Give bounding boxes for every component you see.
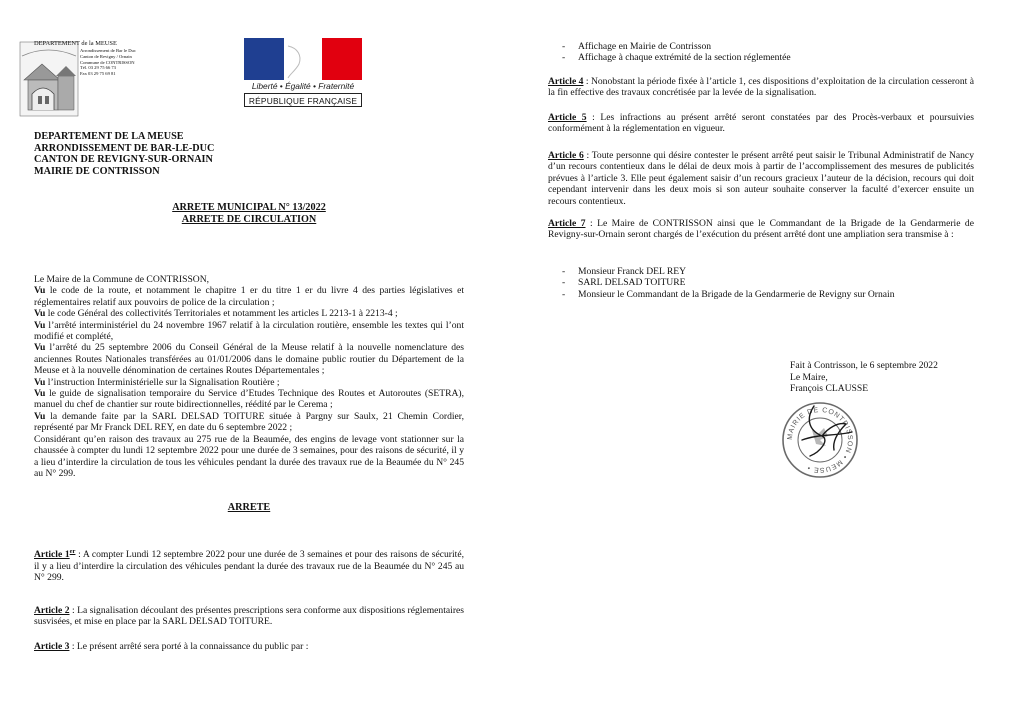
vu-keyword: Vu bbox=[34, 376, 46, 388]
vu-text: le guide de signalisation temporaire du Service d’Etudes Technique des Routes et Autoroutes (SETRA), manuel du chef de chantier sur route bidirectionnelles, réédité par le Cerema ; bbox=[34, 388, 464, 411]
title-line-1: ARRETE MUNICIPAL N° 13/2022 bbox=[172, 202, 326, 213]
seal-text: MAIRIE DE CONTRISSON • MEUSE • bbox=[786, 406, 854, 474]
vu-clause bbox=[34, 388, 464, 411]
mairie-seal-stamp bbox=[780, 400, 860, 480]
article-3-text bbox=[34, 641, 464, 652]
article-5 bbox=[548, 112, 974, 135]
article-label: Article 5 bbox=[548, 112, 587, 123]
header-line: CANTON DE REVIGNY-SUR-ORNAIN bbox=[34, 154, 213, 166]
marianne-flag-icon bbox=[244, 38, 362, 80]
article-7 bbox=[548, 218, 974, 241]
title-line-2: ARRETE DE CIRCULATION bbox=[181, 214, 317, 225]
list-item: - Monsieur le Commandant de la Brigade de la Gendarmerie de Revigny sur Ornain bbox=[556, 289, 974, 300]
vu-keyword: Vu bbox=[34, 342, 46, 354]
article-1 bbox=[34, 546, 464, 583]
article-4 bbox=[548, 76, 974, 99]
article-4-text bbox=[548, 76, 974, 99]
rf-name: RÉPUBLIQUE FRANÇAISE bbox=[244, 93, 362, 107]
vu-clause bbox=[34, 320, 464, 343]
commune-logo-line: Canton de Revigny / Ornain bbox=[80, 53, 132, 59]
preamble-intro: Le Maire de la Commune de CONTRISSON, bbox=[34, 274, 210, 285]
commune-logo-line: Commune de CONTRISSON bbox=[80, 59, 135, 65]
vu-clause bbox=[34, 285, 464, 308]
vu-clause bbox=[34, 308, 464, 319]
vu-keyword: Vu bbox=[34, 410, 46, 422]
list-item: - Affichage en Mairie de Contrisson bbox=[556, 41, 974, 52]
considerant: Considérant qu’en raison des travaux au 275 rue de la Beaumée, des engins de levage vont stationner sur la chaussée à compter du lundi 12 septembre 2022 pour une durée de 3 semaines, pour des raisons de sécurité, il y a lieu d’interdire la circulation de tous les véhicules pendant la durée des travaux rue de la Beaumée du N° 245 au N° 299. bbox=[34, 433, 464, 479]
article-3-list bbox=[556, 41, 974, 64]
vu-text: la demande faite par la SARL DELSAD TOITURE située à Pargny sur Saulx, 21 Chemin Cordier, représenté par Mr Franck DEL REY, en date du 6 septembre 2022 ; bbox=[34, 410, 464, 434]
commune-logo-line: Tél. 03 29 75 66 73 bbox=[80, 65, 116, 71]
article-5-text bbox=[548, 112, 974, 135]
article-6 bbox=[548, 150, 974, 207]
document-title bbox=[34, 202, 464, 226]
article-label: Article 1 bbox=[34, 549, 70, 561]
article-1-text bbox=[34, 546, 464, 583]
signature-place-date: Fait à Contrisson, le 6 septembre 2022 bbox=[790, 360, 938, 371]
administrative-header bbox=[34, 131, 214, 177]
article-3 bbox=[34, 641, 464, 652]
arrete-heading: ARRETE bbox=[227, 502, 271, 513]
header-line: ARRONDISSEMENT DE BAR-LE-DUC bbox=[34, 142, 215, 154]
article-label: Article 6 bbox=[548, 150, 584, 161]
commune-logo-dept: DEPARTEMENT de la MEUSE bbox=[34, 40, 117, 47]
republique-francaise-logo bbox=[244, 38, 362, 110]
signature-name: François CLAUSSE bbox=[790, 383, 869, 395]
rf-motto: Liberté • Égalité • Fraternité bbox=[251, 81, 355, 91]
vu-text: le code de la route, et notamment le chapitre 1 er du titre 1 er du livre 4 des parties législatives et réglementaires relatif aux pouvoirs de police de la circulation ; bbox=[34, 285, 464, 308]
article-label: Article 3 bbox=[34, 641, 70, 652]
vu-text: l’instruction Interministérielle sur la Signalisation Routière ; bbox=[45, 376, 280, 388]
article-body: : Le présent arrêté sera porté à la connaissance du public par : bbox=[69, 641, 309, 652]
article-label: Article 7 bbox=[548, 218, 586, 229]
article-7-text bbox=[548, 218, 974, 241]
article-2 bbox=[34, 605, 464, 628]
article-body: : A compter Lundi 12 septembre 2022 pour une durée de 3 semaines et pour des raisons de sécurité, il y a lieu d’interdire la circulation des véhicules pendant la durée des travaux rue de la Beaumée du N° 245 au N° 299. bbox=[34, 549, 464, 583]
vu-keyword: Vu bbox=[34, 388, 46, 400]
vu-keyword: Vu bbox=[34, 285, 46, 297]
vu-clause bbox=[34, 377, 464, 388]
article-body: : Toute personne qui désire contester le présent arrêté peut saisir le Tribunal Administratif de Nancy d’un recours contentieux dans le délai de deux mois à partir de l’accomplissement des mesures de publicités prévues à l’article 3. Elle peut également saisir d’un recours gracieux l’auteur de la décision, recours qui doit cependant intervenir dans les deux mois si son auteur souhaite conserver la faculté d’exercer ensuite un recours contentieux. bbox=[548, 150, 974, 207]
article-label: Article 4 bbox=[548, 76, 584, 87]
commune-logo-details bbox=[80, 48, 136, 77]
vu-text: l’arrêté interministériel du 24 novembre 1967 relatif à la circulation routière, ensemble les textes qui l’ont modifié et complété, bbox=[34, 319, 464, 343]
vu-text: l’arrêté du 25 septembre 2006 du Conseil Général de la Meuse relatif à la nouvelle nomenclature des anciennes Routes Nationales transférées au 01/01/2006 dans le domaine public routier du Département de la Meuse et à la nouvelle dénomination de certaines Routes Départementales ; bbox=[34, 342, 464, 377]
article-label-sup: er bbox=[69, 548, 76, 555]
vu-text: le code Général des collectivités Territoriales et notamment les articles L 2213-1 à 2213-4 ; bbox=[45, 308, 398, 320]
article-body: : Le Maire de CONTRISSON ainsi que le Commandant de la Brigade de la Gendarmerie de Revigny-sur-Ornain seront chargés de l’exécution du présent arrêté dont une ampliation sera transmise à : bbox=[548, 218, 974, 241]
article-body: : Les infractions au présent arrêté seront constatées par des Procès-verbaux et poursuivies conformément à la réglementation en vigueur. bbox=[548, 112, 974, 135]
list-item: - SARL DELSAD TOITURE bbox=[556, 277, 974, 288]
handwritten-signature bbox=[788, 400, 858, 470]
commune-logo-line: Arrondissement de Bar le Duc bbox=[80, 48, 136, 53]
vu-keyword: Vu bbox=[34, 319, 46, 331]
signature-role: Le Maire, bbox=[790, 371, 828, 383]
article-2-text bbox=[34, 605, 464, 628]
article-7-list bbox=[556, 266, 974, 300]
commune-logo-line: Fax 03 29 75 69 81 bbox=[80, 71, 116, 77]
commune-logo bbox=[18, 36, 136, 122]
list-item: - Monsieur Franck DEL REY bbox=[556, 266, 974, 277]
list-item: - Affichage à chaque extrémité de la section réglementée bbox=[556, 52, 974, 63]
article-body: : Nonobstant la période fixée à l’article 1, ces dispositions d’exploitation de la circulation cesseront à la fin effective des travaux concrétisée par la levée de la signalisation. bbox=[548, 76, 974, 99]
header-line: MAIRIE DE CONTRISSON bbox=[34, 165, 160, 177]
vu-keyword: Vu bbox=[34, 308, 46, 320]
header-line: DEPARTEMENT DE LA MEUSE bbox=[34, 131, 184, 142]
article-label: Article 2 bbox=[34, 605, 70, 616]
article-body: : La signalisation découlant des présentes prescriptions sera conforme aux dispositions réglementaires susvisées, et mise en place par la SARL DELSAD TOITURE. bbox=[34, 605, 465, 628]
article-6-text bbox=[548, 150, 974, 207]
vu-clause bbox=[34, 411, 464, 434]
signature-block bbox=[790, 360, 974, 395]
preamble bbox=[34, 274, 464, 479]
vu-clause bbox=[34, 342, 464, 376]
